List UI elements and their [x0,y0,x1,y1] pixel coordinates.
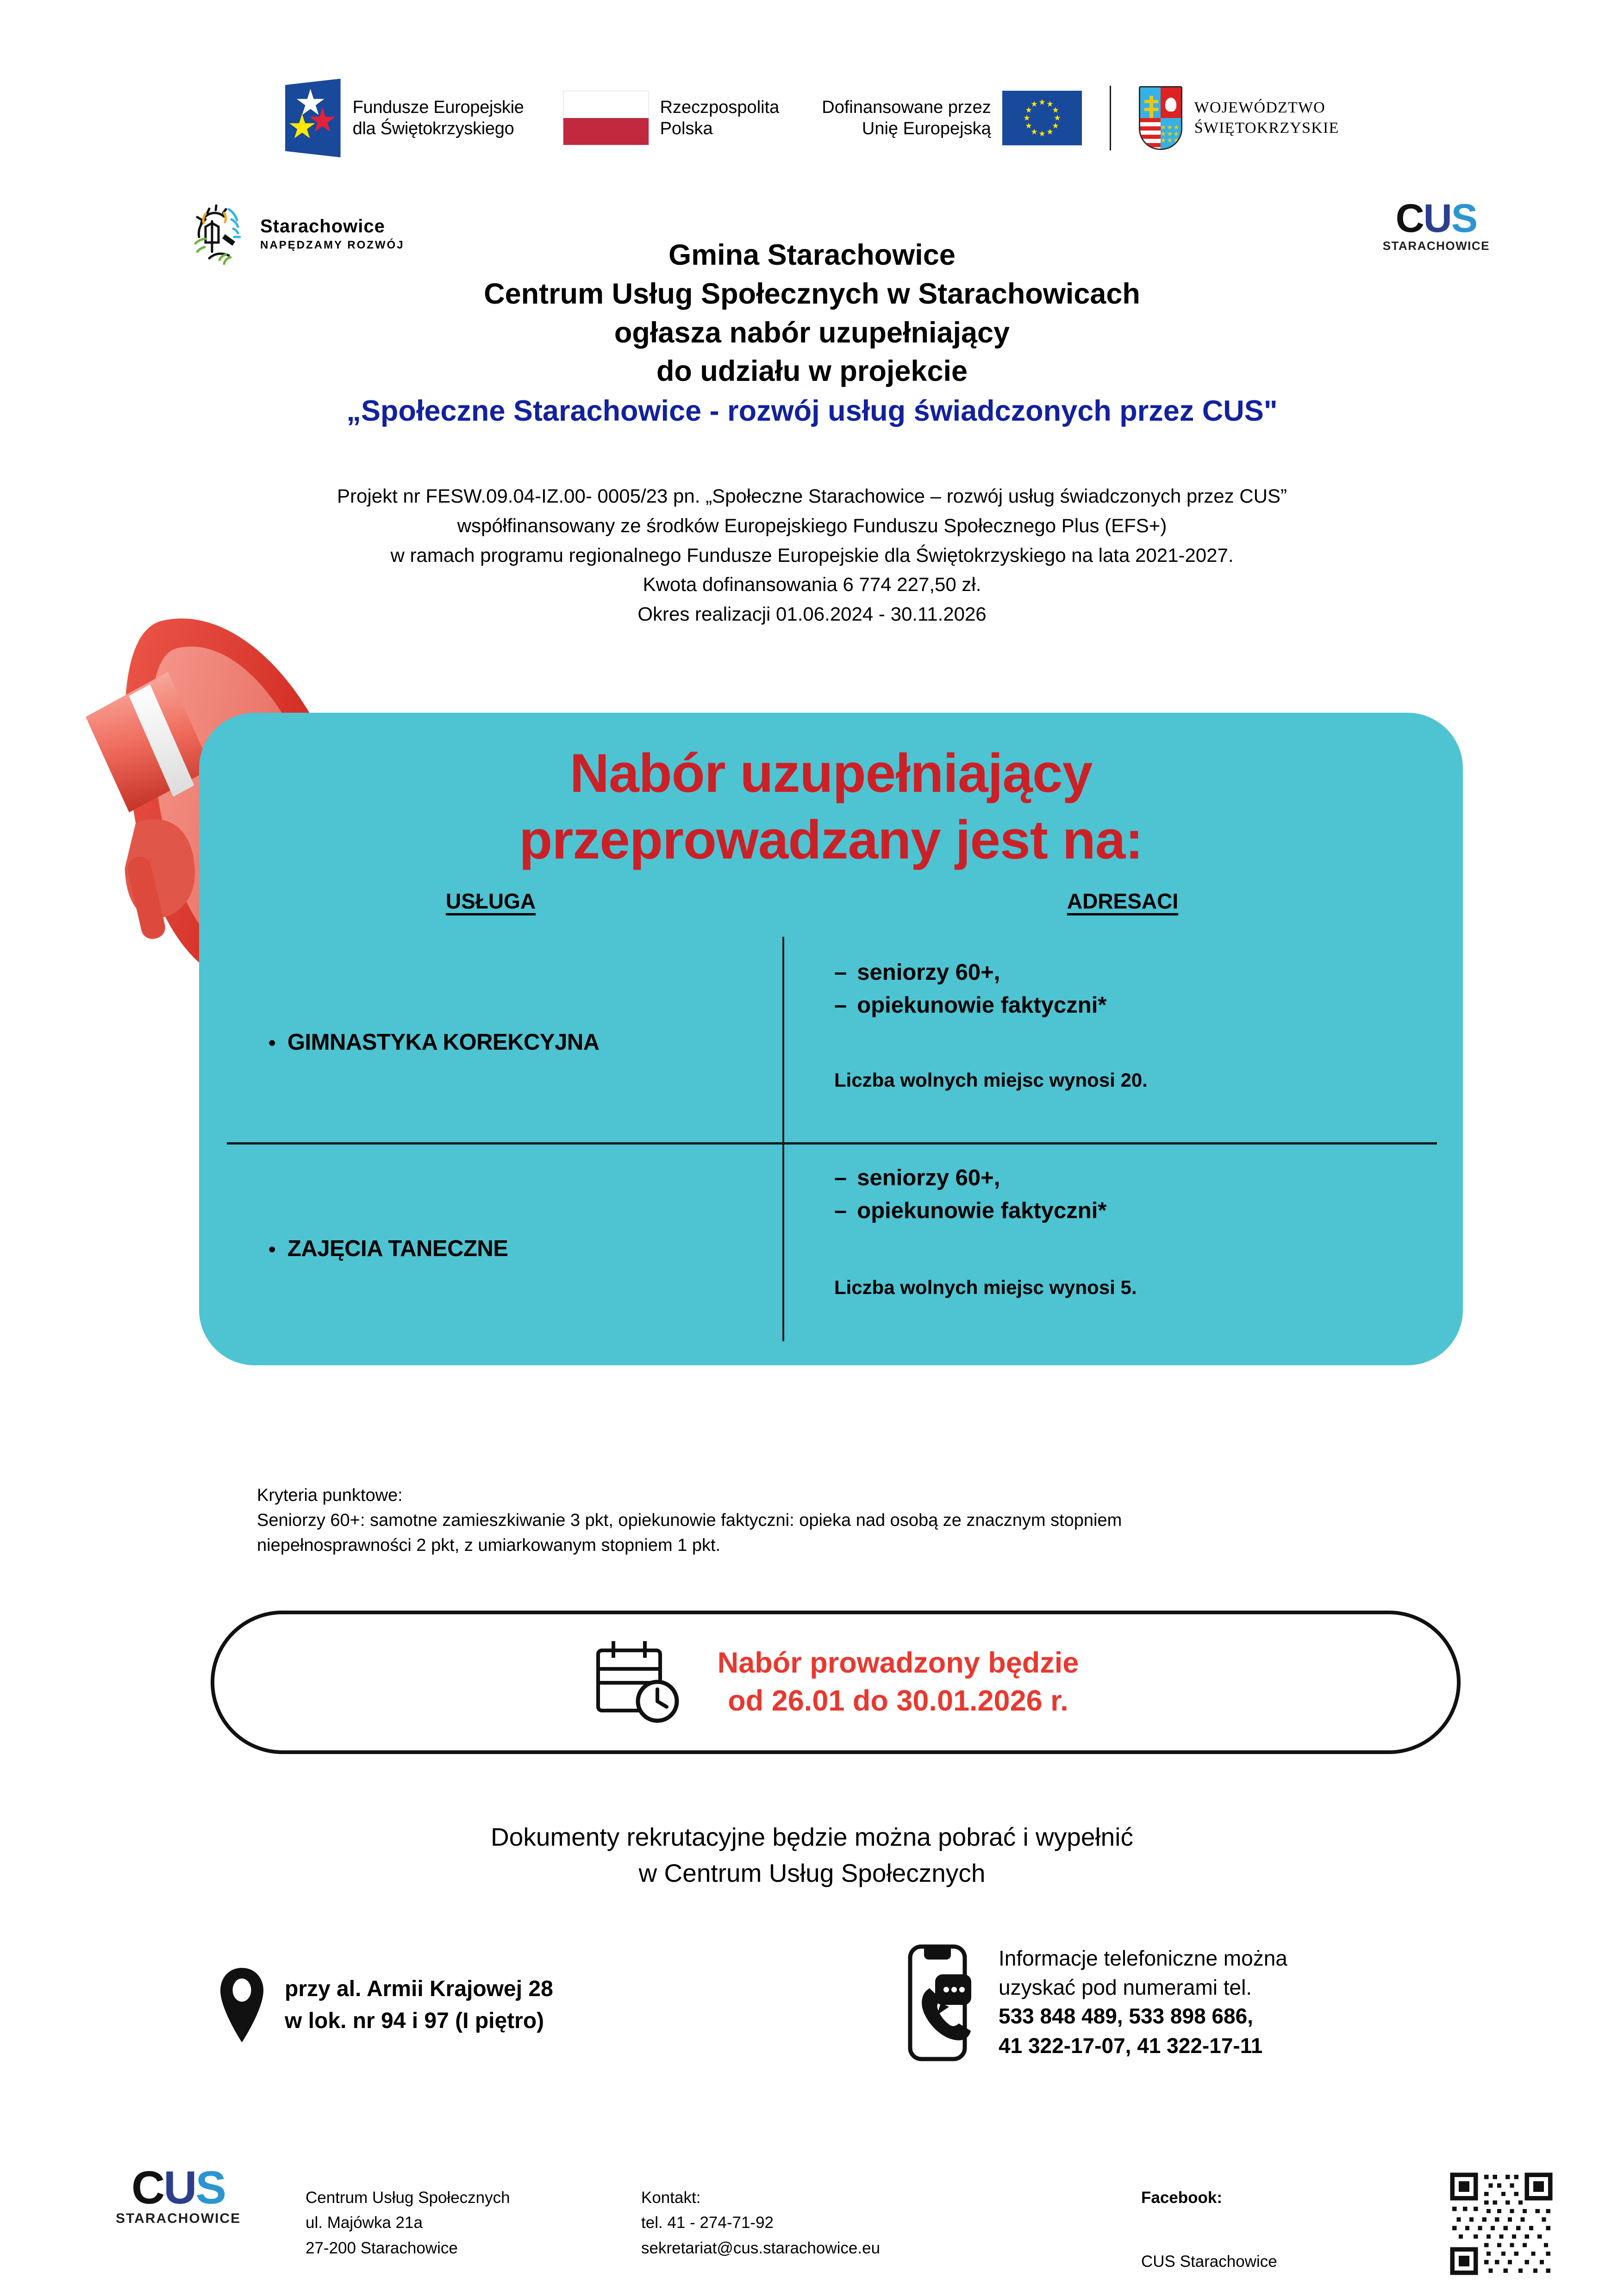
footer-org-name: Centrum Usług Społecznych [306,2189,510,2207]
fundusze-europejskie-logo [285,79,524,157]
available-slots: Liczba wolnych miejsc wynosi 5. [834,1276,1137,1299]
cus-wordmark [1383,196,1490,241]
cus-letter-u: U [1423,196,1451,241]
phone-info-line-1: Informacje telefoniczne można [999,1946,1287,1970]
headline-line-2: Centrum Usług Społecznych w Starachowicach [484,277,1140,310]
table-row [199,1145,1463,1352]
recruitment-dates-box [211,1611,1461,1754]
audience-item: – opiekunowie faktyczni* [834,1195,1463,1227]
footer-contact-label: Kontakt: [641,2189,701,2207]
facebook-label: Facebook: [1141,2189,1223,2207]
qr-code-icon[interactable] [1448,2171,1555,2277]
calendar-clock-icon [593,1638,685,1726]
eu-funding-logo-bar [0,65,1624,171]
audience-list [834,1162,1463,1227]
cus-wordmark-footer [116,2162,241,2214]
project-name-title: „Społeczne Starachowice - rozwój usług świadczonych przez CUS" [346,395,1278,428]
footer-org-street: ul. Majówka 21a [306,2214,423,2232]
cus-letter-c: C [1395,196,1424,241]
documents-line-2: w Centrum Usług Społecznych [638,1859,986,1888]
table-header-row [199,889,1463,940]
headline-line-4: do udziału w projekcie [656,355,968,388]
project-desc-line-2: współfinansowany ze środków Europejskiego Funduszu Społecznego Plus (EFS+) [457,514,1167,536]
criteria-line-2: Seniorzy 60+: samotne zamieszkiwanie 3 pkt, opiekunowie faktyczni: opieka nad osobą ze znacznym stopniem [257,1510,1122,1530]
phone-numbers-line-1: 533 848 489, 533 898 686, [999,2004,1253,2028]
audience-list [834,956,1463,1022]
phone-icon [907,1944,979,2062]
documents-info [0,1819,1624,1891]
recruitment-dates-text [718,1644,1079,1720]
footer-organization-address [306,2185,510,2261]
phone-contact-block [907,1944,1287,2062]
footer-contact-email[interactable]: sekretariat@cus.starachowice.eu [641,2239,881,2257]
fundusze-europejskie-icon [285,79,341,157]
fundusze-europejskie-label: Fundusze Europejskie dla Świętokrzyskiego [352,97,524,138]
cus-letter-s: S [195,2162,225,2214]
dofinansowane-ue-label: Dofinansowane przez Unię Europejską [822,97,991,138]
european-union-flag-icon [1002,91,1082,145]
wojewodztwo-swietokrzyskie-logo [1139,86,1339,150]
cus-letter-s: S [1451,196,1477,241]
map-pin-icon [218,1967,266,2043]
footer-facebook [1141,2185,1277,2275]
documents-line-1: Dokumenty rekrutacyjne będzie można pobrać i wypełnić [491,1823,1133,1851]
swietokrzyskie-coat-of-arms-icon [1139,86,1182,150]
audience-item: – seniorzy 60+, [834,1162,1463,1195]
column-header-audience: ADRESACI [1067,889,1179,913]
cus-logo-footer [116,2162,241,2227]
phone-contact-text [999,1944,1287,2060]
footer [0,2152,1624,2291]
rzeczpospolita-polska-logo [524,91,780,145]
project-desc-line-1: Projekt nr FESW.09.04-IZ.00- 0005/23 pn. „Społeczne Starachowice – rozwój usług świadczonych przez CUS” [337,485,1287,507]
phone-info-line-2: uzyskać pod numerami tel. [999,1975,1252,1999]
scoring-criteria [257,1483,1414,1558]
project-period: Okres realizacji 01.06.2024 - 30.11.2026 [637,603,987,625]
audience-item: – opiekunowie faktyczni* [834,989,1463,1022]
recruitment-dates-line-2: od 26.01 do 30.01.2026 r. [728,1685,1068,1717]
panel-title [199,740,1463,874]
office-address-line-1: przy al. Armii Krajowej 28 [285,1977,553,2002]
audience-item: – seniorzy 60+, [834,956,1463,989]
service-name: • ZAJĘCIA TANECZNE [269,1236,508,1262]
available-slots: Liczba wolnych miejsc wynosi 20. [834,1069,1148,1091]
footer-contact [641,2185,880,2261]
footer-contact-phone: tel. 41 - 274-71-92 [641,2214,774,2232]
panel-title-line-2: przeprowadzany jest na: [519,809,1143,871]
starachowice-name: Starachowice [260,216,385,236]
starachowice-tagline: NAPĘDZAMY ROZWÓJ [260,238,405,251]
logo-bar-divider [1110,86,1111,150]
criteria-line-3: niepełnosprawności 2 pkt, z umiarkowanym stopniem 1 pkt. [257,1535,721,1555]
headline-line-3: ogłasza nabór uzupełniający [614,316,1010,349]
cus-letter-c: C [131,2162,164,2214]
office-address-line-2: w lok. nr 94 i 97 (I piętro) [285,2008,544,2033]
criteria-heading: Kryteria punktowe: [257,1486,403,1505]
facebook-page-name[interactable]: CUS Starachowice [1141,2252,1277,2271]
project-desc-line-3: w ramach programu regionalnego Fundusze Europejskie dla Świętokrzyskiego na lata 2021-2027. [390,544,1234,566]
column-header-service: USŁUGA [445,889,536,913]
footer-org-city: 27-200 Starachowice [306,2239,458,2257]
project-funding-amount: Kwota dofinansowania 6 774 227,50 zł. [643,573,981,596]
office-location-block [218,1967,553,2043]
dofinansowane-ue-logo [779,91,1081,145]
recruitment-panel [199,713,1463,1365]
recruitment-dates-line-1: Nabór prowadzony będzie [717,1647,1079,1680]
headline-line-1: Gmina Starachowice [668,239,956,271]
cus-subtitle: STARACHOWICE [1382,238,1490,253]
phone-numbers-line-2: 41 322-17-07, 41 322-17-11 [999,2033,1263,2058]
cus-subtitle-footer: STARACHOWICE [116,2211,241,2226]
office-address [285,1973,553,2036]
table-row [199,940,1463,1145]
wojewodztwo-label: WOJEWÓDZTWO ŚWIĘTOKRZYSKIE [1194,99,1339,137]
rzeczpospolita-polska-label: Rzeczpospolita Polska [660,97,780,138]
poland-flag-icon [563,91,649,145]
service-name: • GIMNASTYKA KOREKCYJNA [269,1029,600,1055]
services-table [199,889,1463,1351]
cus-letter-u: U [163,2162,196,2214]
panel-title-line-1: Nabór uzupełniający [569,743,1093,804]
page-title [0,236,1624,431]
